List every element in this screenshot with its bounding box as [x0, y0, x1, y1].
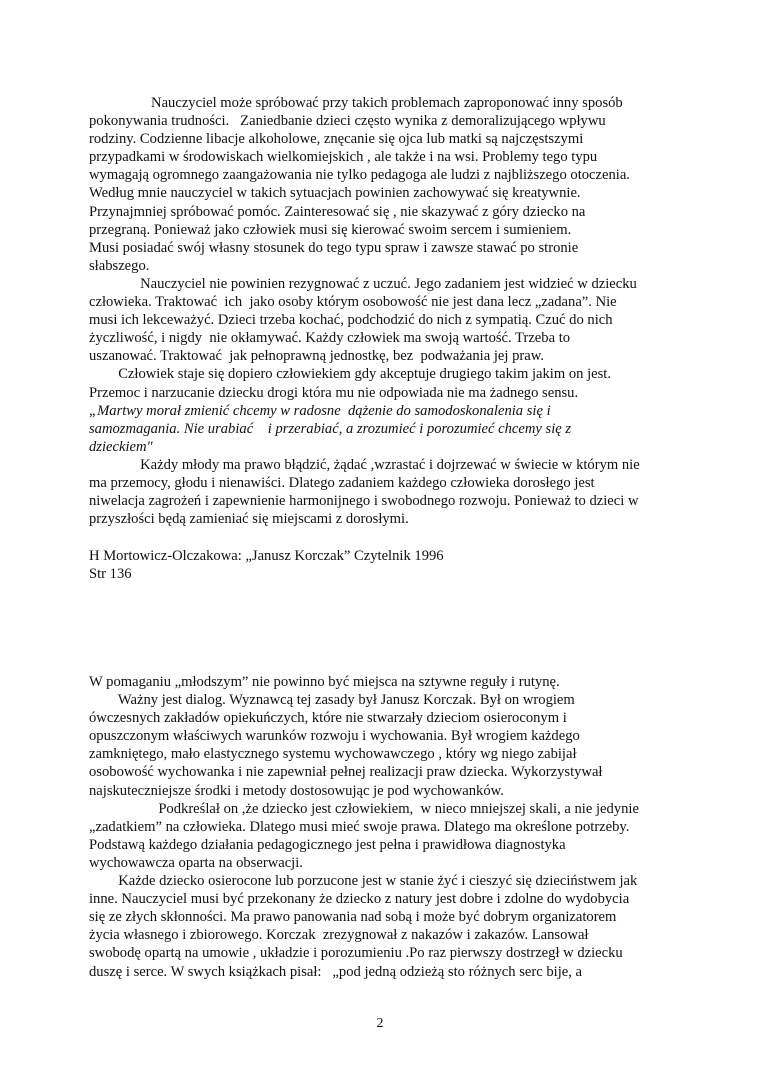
- text-line: opuszczonym właściwych warunków rozwoju i wychowania. Był wrogiem każdego: [89, 728, 580, 745]
- text-line: Każdy młody ma prawo błądzić, żądać ,wzrastać i dojrzewać w świecie w którym nie: [89, 456, 640, 473]
- paragraph-block-teacher-role: [89, 94, 679, 528]
- text-line: musi ich lekceważyć. Dzieci trzeba kochać, podchodzić do nich z sympatią. Czuć do nich: [89, 312, 613, 329]
- text-line: niwelacja zagrożeń i zapewnienie harmonijnego i swobodnego rozwoju. Ponieważ to dzieci w: [89, 493, 639, 510]
- text-line: Ważny jest dialog. Wyznawcą tej zasady był Janusz Korczak. Był on wrogiem: [89, 692, 575, 709]
- text-line: osobowość wychowanka i nie zapewniał pełnej realizacji praw dziecka. Wykorzystywał: [89, 764, 603, 781]
- text-line: Według mnie nauczyciel w takich sytuacjach powinien zachowywać się kreatywnie.: [89, 185, 581, 202]
- text-line: ówczesnych zakładów opiekuńczych, które nie stwarzały dzieciom osieroconym i: [89, 710, 567, 727]
- text-line: uszanować. Traktować jak pełnoprawną jednostkę, bez podważania jej praw.: [89, 348, 544, 365]
- text-line: rodziny. Codzienne libacje alkoholowe, znęcanie się ojca lub matki są najczęstszymi: [89, 131, 584, 148]
- text-line: Nauczyciel nie powinien rezygnować z uczuć. Jego zadaniem jest widzieć w dziecku: [89, 275, 637, 292]
- text-line: W pomaganiu „młodszym” nie powinno być miejsca na sztywne reguły i rutynę.: [89, 674, 560, 690]
- text-line: Przynajmniej spróbować pomóc. Zainteresować się , nie skazywać z góry dziecko na: [89, 203, 586, 220]
- text-line: samozmagania. Nie urabiać i przerabiać, a zrozumieć i porozumieć chcemy się z: [89, 420, 572, 437]
- text-line: życia własnego i zbiorowego. Korczak zrezygnował z nakazów i zakazów. Lansował: [89, 927, 589, 944]
- text-line: inne. Nauczyciel musi być przekonany że dziecko z natury jest dobre i zdolne do wydobycia: [89, 891, 630, 908]
- paragraph-block-korczak: [89, 673, 679, 981]
- text-line: duszę i serce. W swych książkach pisał: „pod jedną odzieżą sto różnych serc bije, a: [89, 963, 583, 980]
- text-line: się ze złych skłonności. Ma prawo panowania nad sobą i może być dobrym organizatorem: [89, 909, 617, 926]
- text-line: Każde dziecko osierocone lub porzucone jest w stanie żyć i cieszyć się dzieciństwem jak: [89, 873, 638, 890]
- text-line: najskuteczniejsze środki i metody dostosowując je pod wychowanków.: [89, 782, 504, 799]
- text-line: dzieckiem": [89, 438, 153, 455]
- text-line: wymagają ogromnego zaangażowania nie tylko pedagoga ale ludzi z najbliższego otoczenia.: [89, 167, 630, 184]
- citation-block: [89, 547, 679, 583]
- text-line: ma przemocy, głodu i nienawiści. Dlatego zadaniem każdego człowieka dorosłego jest: [89, 474, 595, 491]
- text-line: swobodę opartą na umowie , układzie i porozumieniu .Po raz pierwszy dostrzegł w dziecku: [89, 945, 623, 962]
- text-line: słabszego.: [89, 257, 150, 274]
- text-line: Str 136: [89, 566, 132, 583]
- text-line: H Mortowicz-Olczakowa: „Janusz Korczak” Czytelnik 1996: [89, 548, 444, 564]
- text-line: wychowawcza oparta na obserwacji.: [89, 854, 303, 871]
- text-line: Podstawą każdego działania pedagogicznego jest pełna i prawidłowa diagnostyka: [89, 836, 566, 853]
- text-line: zamkniętego, mało elastycznego systemu wychowawczego , który wg niego zabijał: [89, 746, 577, 763]
- text-line: „zadatkiem” na człowieka. Dlatego musi mieć swoje prawa. Dlatego ma określone potrzeby.: [89, 818, 630, 835]
- text-line: człowieka. Traktować ich jako osoby którym osobowość nie jest dana lecz „zadana”. Nie: [89, 294, 617, 311]
- text-line: pokonywania trudności. Zaniedbanie dzieci często wynika z demoralizującego wpływu: [89, 113, 606, 130]
- text-line: przypadkami w środowiskach wielkomiejskich , ale także i na wsi. Problemy tego typu: [89, 149, 598, 166]
- text-line: Człowiek staje się dopiero człowiekiem gdy akceptuje drugiego takim jakim on jest.: [89, 366, 611, 383]
- text-line: życzliwość, i nigdy nie okłamywać. Każdy człowiek ma swoją wartość. Trzeba to: [89, 330, 571, 347]
- text-line: „Martwy morał zmienić chcemy w radosne dążenie do samodoskonalenia się i: [89, 402, 551, 419]
- text-line: Podkreślał on ,że dziecko jest człowiekiem, w nieco mniejszej skali, a nie jedynie: [89, 800, 639, 817]
- text-line: Musi posiadać swój własny stosunek do tego typu spraw i zawsze stawać po stronie: [89, 239, 579, 256]
- text-line: przegraną. Ponieważ jako człowiek musi się kierować swoim sercem i sumieniem.: [89, 221, 572, 238]
- text-line: Nauczyciel może spróbować przy takich problemach zaproponować inny sposób: [89, 95, 623, 111]
- text-line: przyszłości będą zamieniać się miejscami z dorosłymi.: [89, 511, 409, 528]
- text-line: Przemoc i narzucanie dziecku drogi która mu nie odpowiada nie ma żadnego sensu.: [89, 384, 579, 401]
- page-number: 2: [376, 1016, 384, 1031]
